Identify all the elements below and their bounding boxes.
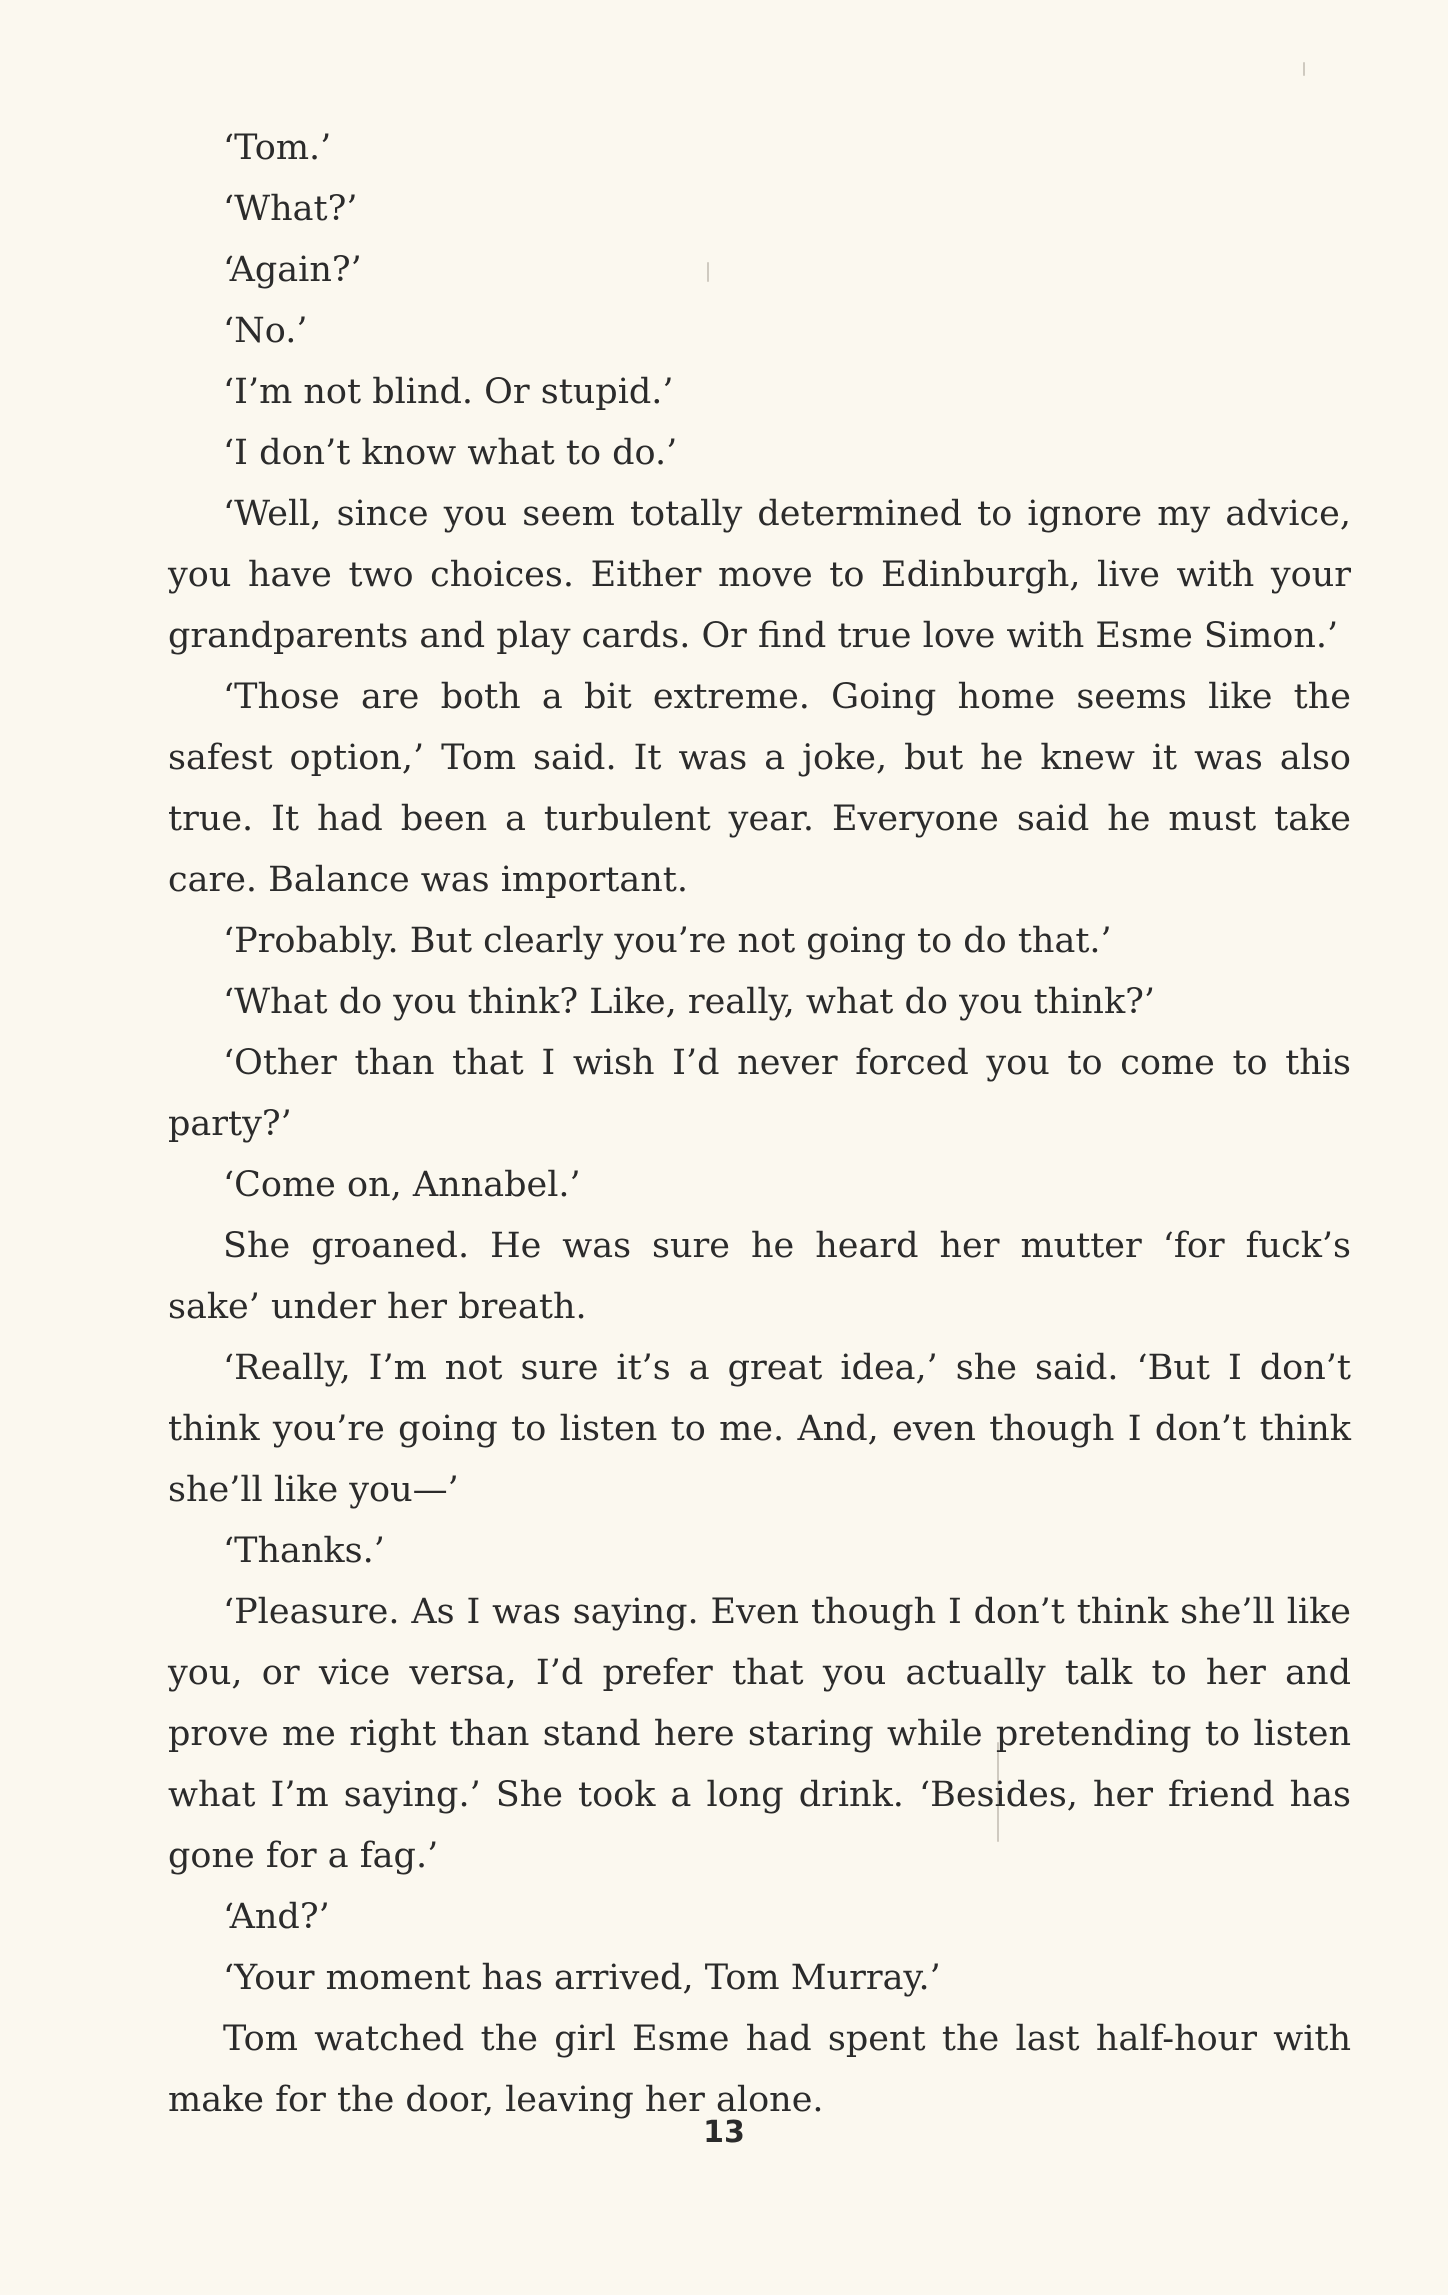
paragraph: ‘Those are both a bit extreme. Going home seems like the safest option,’ Tom said. It was a joke, but he knew it was also true. It had been a turbulent year. Everyone said he must take care. Balance was important. <box>168 677 1351 900</box>
paragraph: ‘Your moment has arrived, Tom Murray.’ <box>223 1958 941 1998</box>
paragraph: ‘Tom.’ <box>223 128 332 168</box>
paragraph: ‘What?’ <box>223 189 358 229</box>
paragraph: ‘Really, I’m not sure it’s a great idea,’ she said. ‘But I don’t think you’re going to listen to me. And, even though I don’t think she’ll like you—’ <box>168 1348 1351 1510</box>
paragraph: ‘Thanks.’ <box>223 1531 385 1571</box>
paragraph: ‘Come on, Annabel.’ <box>223 1165 581 1205</box>
paragraph: ‘And?’ <box>223 1897 330 1937</box>
paragraph: ‘I don’t know what to do.’ <box>223 433 678 473</box>
body-text <box>168 118 1351 2131</box>
paragraph: ‘What do you think? Like, really, what do you think?’ <box>223 982 1156 1022</box>
paragraph: ‘No.’ <box>223 311 308 351</box>
paragraph: ‘Other than that I wish I’d never forced you to come to this party?’ <box>168 1043 1351 1144</box>
paragraph: She groaned. He was sure he heard her mutter ‘for fuck’s sake’ under her breath. <box>168 1226 1351 1327</box>
page-number: 13 <box>703 2115 745 2150</box>
paragraph: ‘Well, since you seem totally determined to ignore my advice, you have two choices. Either move to Edinburgh, live with your grandparents and play cards. Or find true love with Esme Simon.’ <box>168 494 1351 656</box>
paragraph: ‘Pleasure. As I was saying. Even though I don’t think she’ll like you, or vice versa, I’d prefer that you actually talk to her and prove me right than stand here staring while pretending to listen what I’m saying.’ She took a long drink. ‘Besides, her friend has gone for a fag.’ <box>168 1592 1351 1876</box>
paragraph: Tom watched the girl Esme had spent the last half-hour with make for the door, leaving her alone. <box>168 2019 1351 2120</box>
paragraph: ‘Probably. But clearly you’re not going to do that.’ <box>223 921 1112 961</box>
scan-speck <box>1303 62 1305 76</box>
paragraph: ‘Again?’ <box>223 250 362 290</box>
paragraph: ‘I’m not blind. Or stupid.’ <box>223 372 674 412</box>
